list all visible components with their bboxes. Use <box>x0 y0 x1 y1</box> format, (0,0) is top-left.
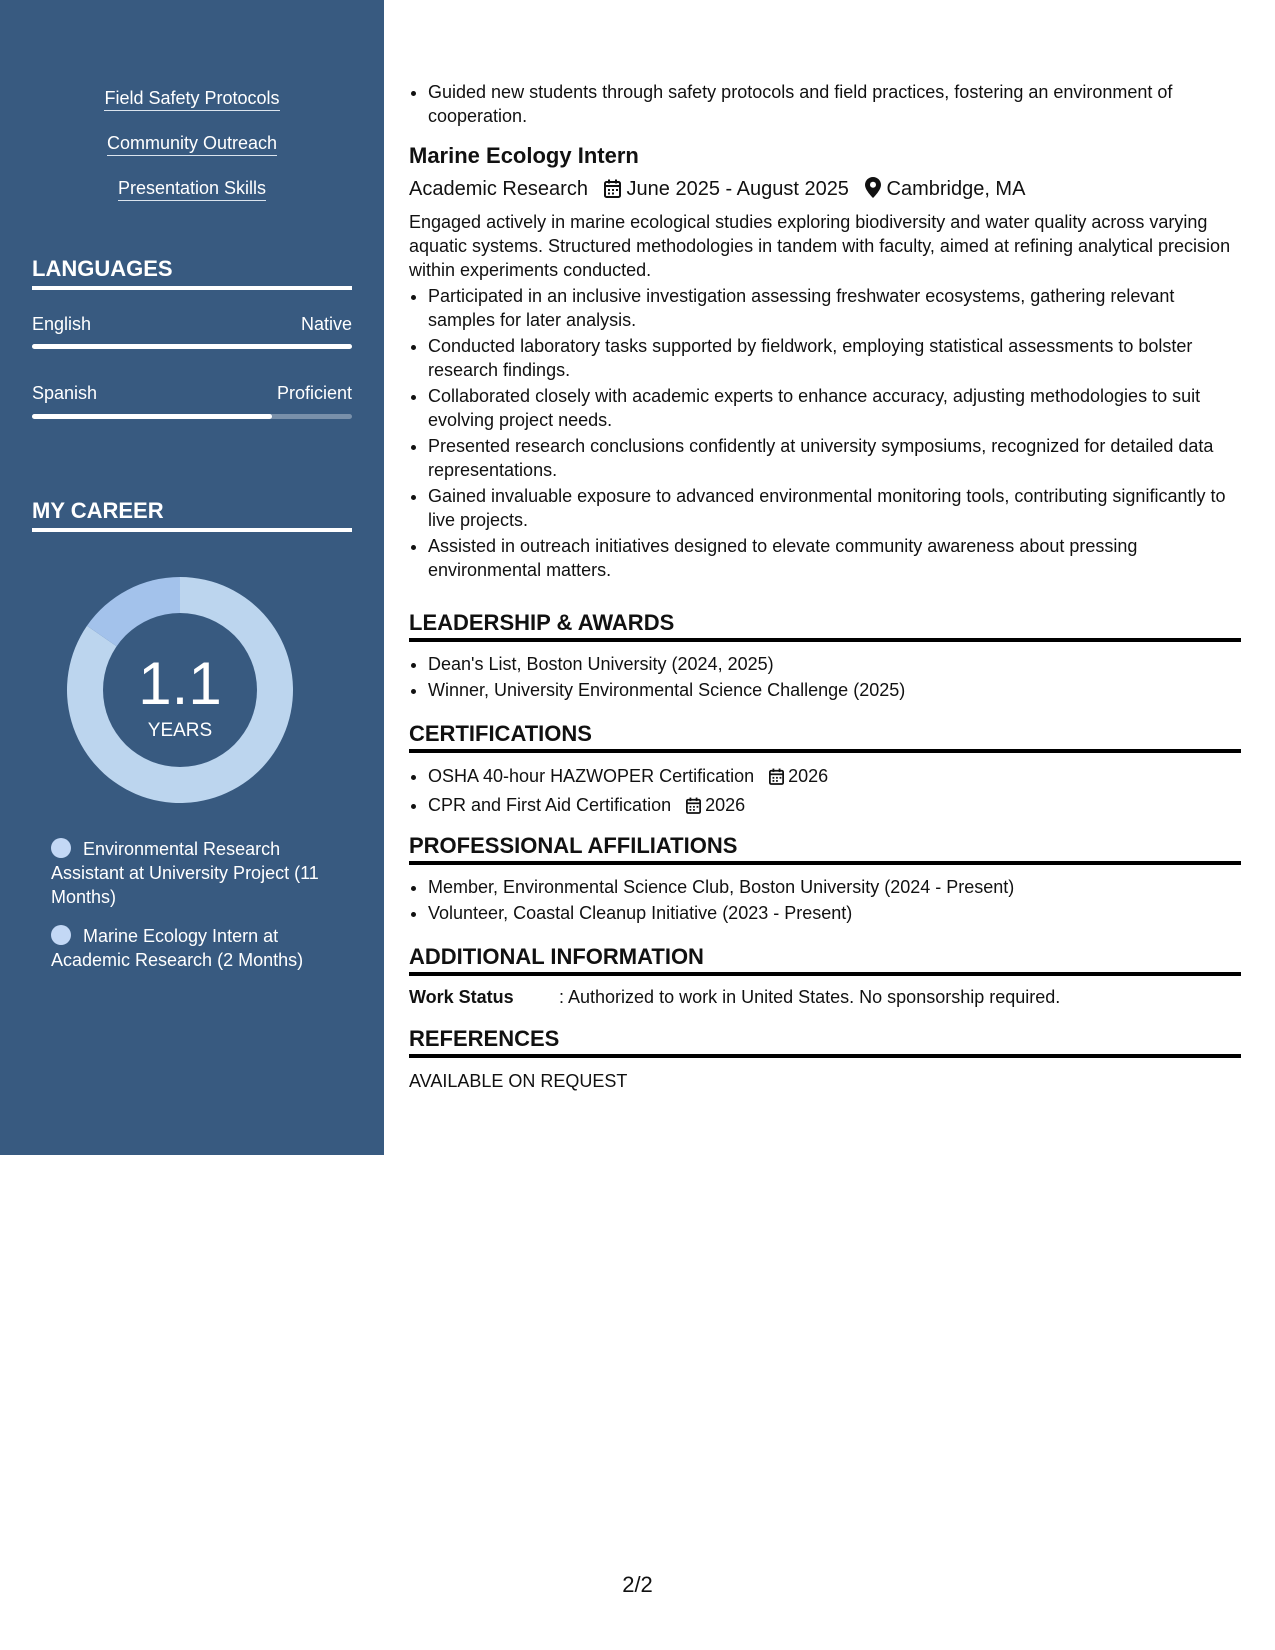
sidebar <box>0 0 384 1155</box>
legend-dot-icon <box>51 838 71 858</box>
bullet-item: • Conducted laboratory tasks supported by fieldwork, employing statistical assessments to bolster research findings. <box>428 334 1241 382</box>
language-name: Spanish <box>32 383 98 403</box>
career-legend-item <box>51 924 351 972</box>
career-legend-label: Marine Ecology Intern at Academic Research (2 Months) <box>51 926 304 970</box>
career-legend-item <box>51 837 351 909</box>
career-legend-label: Environmental Research Assistant at University Project (11 Months) <box>51 839 319 907</box>
calendar-icon <box>686 796 701 820</box>
language-level: Proficient <box>276 383 352 403</box>
language-name: English <box>32 314 92 334</box>
career-unit: YEARS <box>147 720 213 741</box>
languages-heading: LANGUAGES <box>32 256 352 290</box>
cert-year: 2026 <box>788 766 829 786</box>
affiliations-list <box>409 875 1241 927</box>
list-item: • Volunteer, Coastal Cleanup Initiative (2023 - Present) <box>428 901 1241 925</box>
bullet-item: • Participated in an inclusive investigation assessing freshwater ecosystems, gathering relevant samples for later analysis. <box>428 284 1241 332</box>
cert-name: CPR and First Aid Certification <box>428 795 672 815</box>
job-summary: Engaged actively in marine ecological studies exploring biodiversity and water quality across varying aquatic systems. Structured methodologies in tandem with faculty, aimed at refining analytical precision within experiments conducted. <box>409 212 1231 280</box>
work-status-row <box>409 985 1241 1009</box>
language-level: Native <box>300 314 352 334</box>
section-title-additional: ADDITIONAL INFORMATION <box>409 944 1241 976</box>
career-donut-chart <box>67 577 293 803</box>
section-title-leadership: LEADERSHIP & AWARDS <box>409 610 1241 642</box>
language-bar-fill <box>32 414 272 419</box>
location-pin-icon <box>865 177 881 204</box>
list-item: • Member, Environmental Science Club, Boston University (2024 - Present) <box>428 875 1241 899</box>
section-title-certifications: CERTIFICATIONS <box>409 721 1241 753</box>
calendar-icon <box>769 767 784 791</box>
list-item: • Dean's List, Boston University (2024, 2025) <box>428 652 1241 676</box>
job-dates: June 2025 - August 2025 <box>626 178 849 200</box>
skill-label[interactable]: Field Safety Protocols <box>104 88 279 111</box>
leadership-list <box>409 652 1241 704</box>
references-text: AVAILABLE ON REQUEST <box>409 1071 628 1091</box>
skill-label[interactable]: Presentation Skills <box>118 178 266 201</box>
language-row <box>32 383 352 404</box>
cert-year: 2026 <box>705 795 746 815</box>
calendar-icon <box>604 179 621 204</box>
certifications-list <box>409 764 1241 822</box>
section-title-references: REFERENCES <box>409 1026 1241 1058</box>
language-bar-fill <box>32 344 352 349</box>
skill-link[interactable] <box>0 178 384 199</box>
list-item <box>428 793 1241 820</box>
skill-link[interactable] <box>0 88 384 109</box>
career-total: 1.1 <box>138 650 222 717</box>
prev-job-bullets <box>409 80 1241 130</box>
job-title: Marine Ecology Intern <box>409 143 639 168</box>
list-item <box>428 764 1241 791</box>
skill-label[interactable]: Community Outreach <box>107 133 277 156</box>
bullet-item: • Guided new students through safety protocols and field practices, fostering an environment of cooperation. <box>428 80 1241 128</box>
page-number: 2/2 <box>622 1572 653 1597</box>
bullet-item: • Collaborated closely with academic experts to enhance accuracy, adjusting methodologies to suit evolving project needs. <box>428 384 1241 432</box>
section-title-affiliations: PROFESSIONAL AFFILIATIONS <box>409 833 1241 865</box>
job-company: Academic Research <box>409 178 588 200</box>
work-status-key: Work Status <box>409 987 514 1007</box>
job-bullet-list <box>409 284 1241 582</box>
career-heading: MY CAREER <box>32 498 352 532</box>
legend-dot-icon <box>51 925 71 945</box>
list-item: • Winner, University Environmental Science Challenge (2025) <box>428 678 1241 702</box>
job-location: Cambridge, MA <box>886 178 1026 200</box>
bullet-item: • Assisted in outreach initiatives designed to elevate community awareness about pressing environmental matters. <box>428 534 1241 582</box>
cert-name: OSHA 40-hour HAZWOPER Certification <box>428 766 755 786</box>
work-status-value: : Authorized to work in United States. No sponsorship required. <box>559 987 1061 1007</box>
language-bar <box>32 344 352 349</box>
bullet-item: • Gained invaluable exposure to advanced environmental monitoring tools, contributing significantly to live projects. <box>428 484 1241 532</box>
skill-link[interactable] <box>0 133 384 154</box>
job-bullets <box>409 284 1241 584</box>
bullet-item: • Presented research conclusions confidently at university symposiums, recognized for detailed data representations. <box>428 434 1241 482</box>
job-meta <box>409 177 1241 204</box>
language-bar <box>32 414 352 419</box>
language-row <box>32 314 352 335</box>
